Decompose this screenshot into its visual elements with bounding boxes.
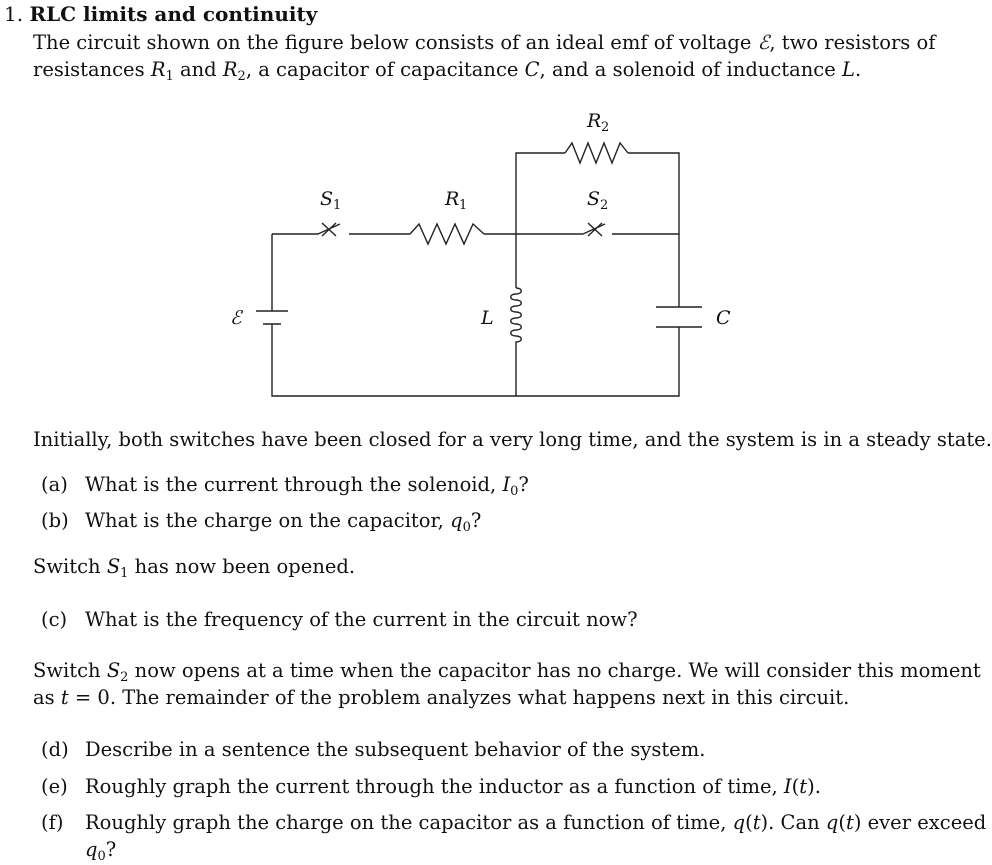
r2-label: R <box>587 110 602 132</box>
l-label: L <box>481 307 494 329</box>
problem-number: 1. <box>4 2 24 26</box>
r2-subscript: 2 <box>601 120 610 135</box>
intro-line-1: The circuit shown on the figure below consists of an ideal emf of voltage ℰ, two resistors of <box>33 31 936 54</box>
question-b: (b) What is the charge on the capacitor, $q_0$? <box>41 509 482 535</box>
c-label: C <box>716 307 731 329</box>
question-f-continued: $q_0$? <box>85 838 117 864</box>
s1-label: S <box>320 188 334 210</box>
s1-subscript: 1 <box>333 198 342 213</box>
intro-line-2: resistances $R_1$ and $R_2$, a capacitor of capacitance C, and a solenoid of inductance L. <box>33 58 862 84</box>
resistor-r1 <box>410 224 484 244</box>
initial-statement: Initially, both switches have been closed for a very long time, and the system is in a steady state. <box>33 428 992 451</box>
switch-s2-statement-line-1: Switch $S_2$ now opens at a time when the capacitor has no charge. We will consider this moment <box>33 659 981 685</box>
question-f: (f) Roughly graph the charge on the capacitor as a function of time, q(t). Can q(t) ever exceed <box>41 811 987 834</box>
r1-subscript: 1 <box>459 198 468 213</box>
circuit-diagram <box>0 0 969 420</box>
s2-label: S <box>587 188 601 210</box>
switch-s1-cross <box>322 223 336 236</box>
wire-junction-r2 <box>516 153 565 234</box>
switch-s1-statement: Switch $S_1$ has now been opened. <box>33 555 356 581</box>
s2-subscript: 2 <box>600 198 609 213</box>
r1-label: R <box>445 188 460 210</box>
question-a: (a) What is the current through the solenoid, $I_0$? <box>41 473 529 499</box>
wire-s2-capacitor <box>612 234 679 307</box>
switch-s2-cross <box>588 223 602 236</box>
wire-r2-right <box>628 153 679 234</box>
wire-left-bottom <box>272 234 679 396</box>
problem-title: RLC limits and continuity <box>29 2 318 26</box>
question-e: (e) Roughly graph the current through the inductor as a function of time, I(t). <box>41 775 821 798</box>
emf-label: ℰ <box>230 307 242 329</box>
question-c: (c) What is the frequency of the current in the circuit now? <box>41 608 638 631</box>
resistor-r2 <box>565 143 628 163</box>
inductor-coil <box>511 288 522 344</box>
question-d: (d) Describe in a sentence the subsequent behavior of the system. <box>41 738 706 761</box>
switch-s2-statement-line-2: as t = 0. The remainder of the problem analyzes what happens next in this circuit. <box>33 686 850 709</box>
